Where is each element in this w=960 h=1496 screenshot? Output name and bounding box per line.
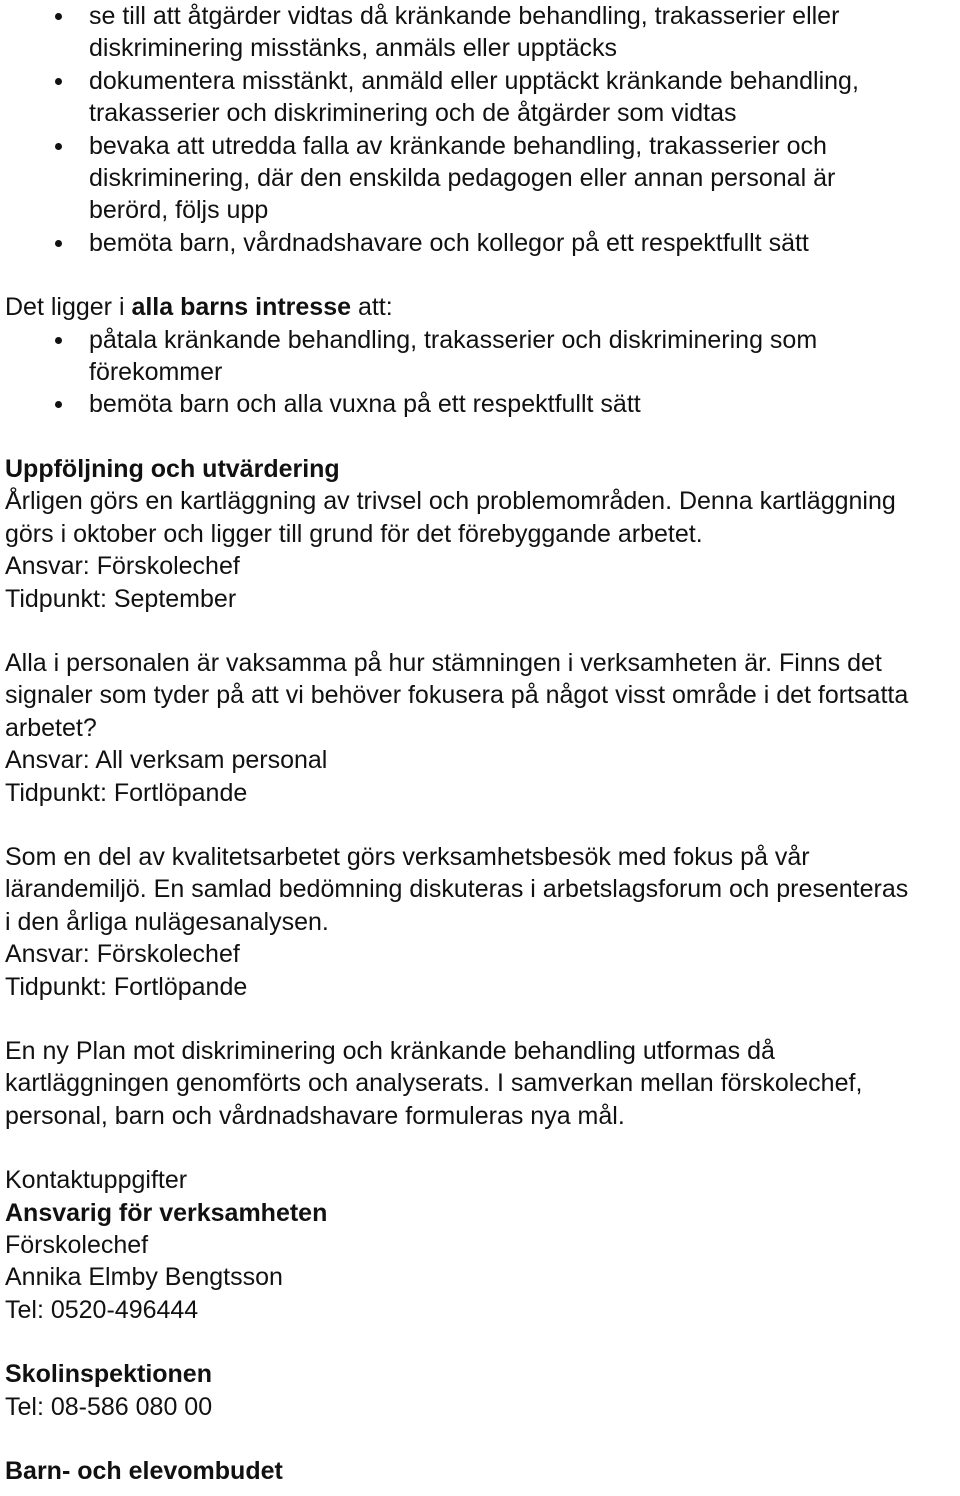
intro-bold: alla barns intresse [131, 293, 352, 322]
list-item: bemöta barn, vårdnadshavare och kollegor på ett respektfullt sätt [5, 227, 885, 259]
timing-line: Tidpunkt: September [5, 584, 237, 613]
children-duties-list [5, 324, 855, 421]
list-item: se till att åtgärder vidtas då kränkande behandling, trakasserier eller diskriminering misstänks, anmäls eller upptäcks [5, 0, 885, 65]
timing-line: Tidpunkt: Fortlöpande [5, 972, 248, 1001]
intro-suffix: att: [351, 293, 393, 322]
followup-paragraph-2: Alla i personalen är vaksamma på hur stämningen i verksamheten är. Finns det signaler som tyder på att vi behöver fokusera på något visst område i det fortsatta arbetet? [5, 648, 909, 742]
inspection-heading: Skolinspektionen [5, 1360, 212, 1389]
inspection-phone: Tel: 08-586 080 00 [5, 1392, 213, 1421]
followup-paragraph-4: En ny Plan mot diskriminering och kränkande behandling utformas då kartläggningen genomförts och analyserats. I samverkan mellan förskolechef, personal, barn och vårdnadshavare formuleras nya mål. [5, 1036, 863, 1130]
list-item: bevaka att utredda falla av kränkande behandling, trakasserier och diskriminering, där den enskilda pedagogen eller annan personal är berörd, följs upp [5, 130, 885, 227]
intro-prefix: Det ligger i [5, 293, 132, 322]
section-heading-followup: Uppföljning och utvärdering [5, 454, 340, 483]
responsibility-line: Ansvar: All verksam personal [5, 746, 328, 775]
list-item: dokumentera misstänkt, anmäld eller upptäckt kränkande behandling, trakasserier och diskriminering och de åtgärder som vidtas [5, 65, 885, 130]
responsibility-line: Ansvar: Förskolechef [5, 940, 240, 969]
contacts-title: Kontaktuppgifter [5, 1166, 188, 1195]
responsible-heading: Ansvarig för verksamheten [5, 1198, 328, 1227]
followup-paragraph-3: Som en del av kvalitetsarbetet görs verksamhetsbesök med fokus på vår lärandemiljö. En samlad bedömning diskuteras i arbetslagsforum och presenteras i den årliga nulägesanalysen. [5, 842, 909, 936]
followup-paragraph-1: Årligen görs en kartläggning av trivsel och problemområden. Denna kartläggning görs i oktober och ligger till grund för det förebyggande arbetet. [5, 487, 896, 548]
children-interest-intro [5, 291, 960, 323]
ombud-heading: Barn- och elevombudet [5, 1457, 283, 1486]
list-item: påtala kränkande behandling, trakasserier och diskriminering som förekommer [5, 324, 855, 389]
timing-line: Tidpunkt: Fortlöpande [5, 778, 248, 807]
staff-duties-list [5, 0, 885, 259]
responsible-role: Förskolechef [5, 1231, 149, 1259]
responsible-name: Annika Elmby Bengtsson [5, 1263, 283, 1292]
responsible-phone: Tel: 0520-496444 [5, 1295, 199, 1324]
responsibility-line: Ansvar: Förskolechef [5, 552, 240, 581]
list-item: bemöta barn och alla vuxna på ett respektfullt sätt [5, 388, 855, 420]
